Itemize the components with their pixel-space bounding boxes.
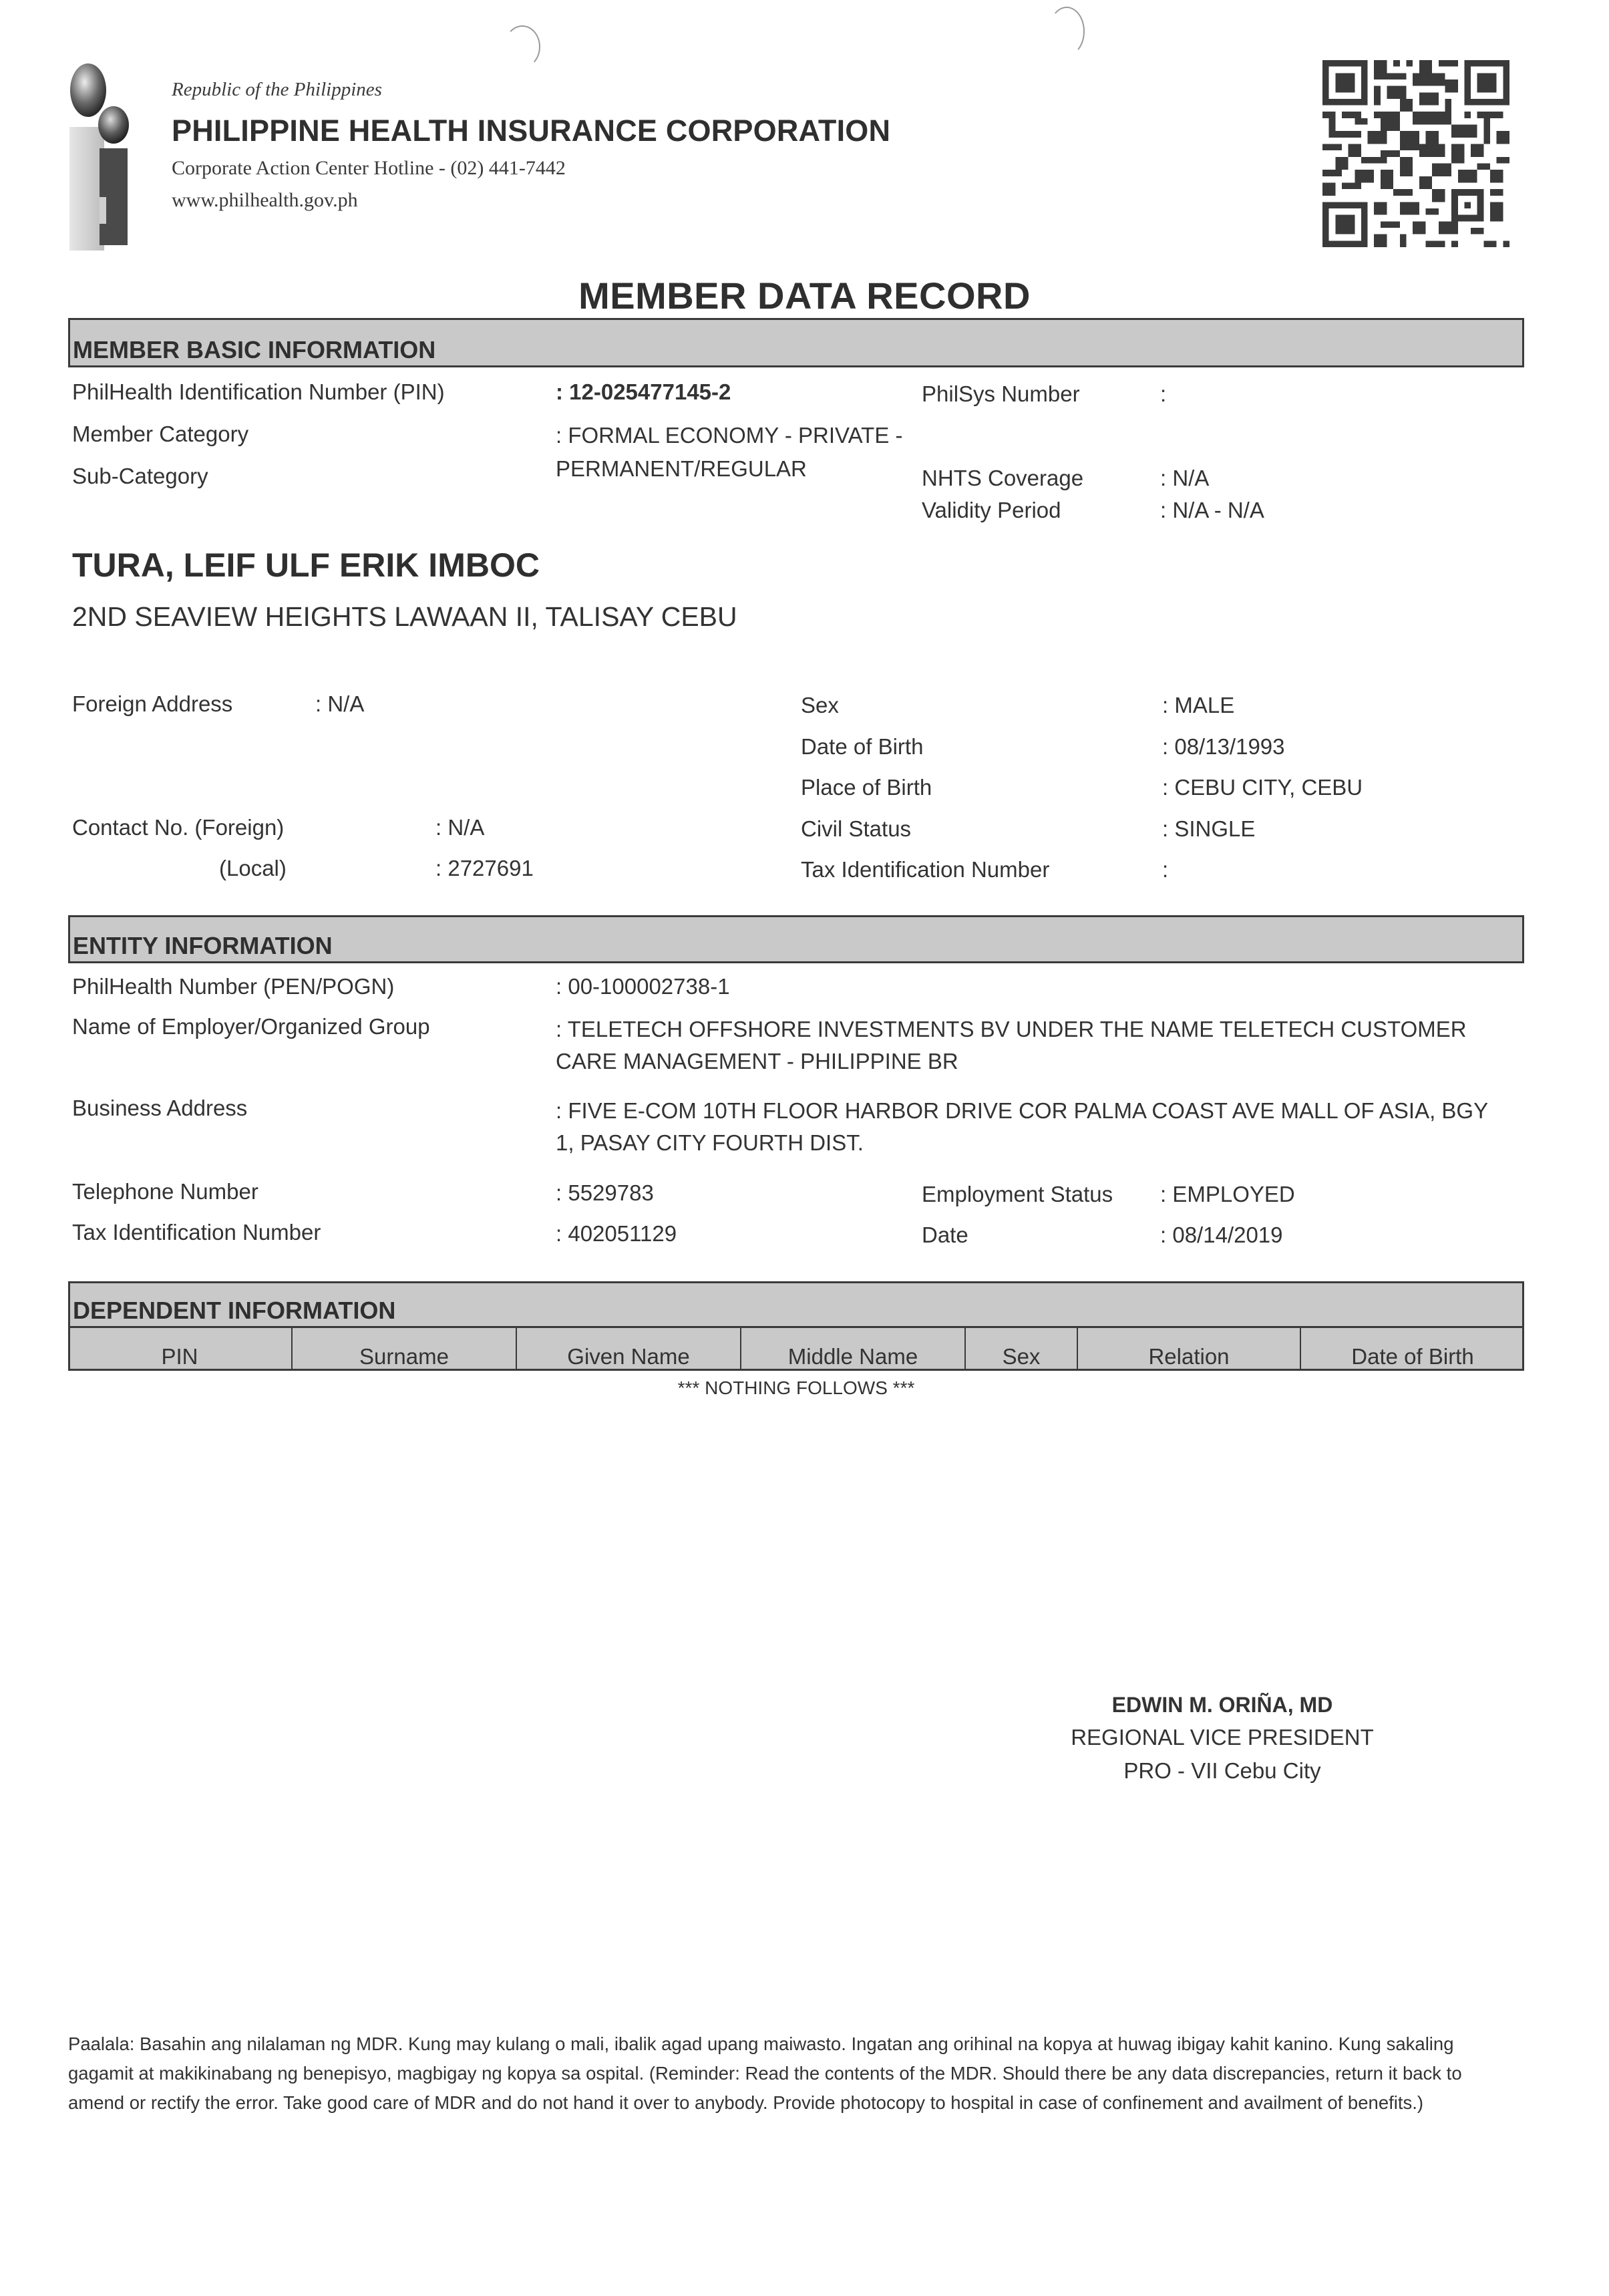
member-category-value: : FORMAL ECONOMY - PRIVATE - (556, 423, 903, 448)
signatory-office: PRO - VII Cebu City (1123, 1758, 1321, 1783)
reminder-note: Paalala: Basahin ang nilalaman ng MDR. Kung may kulang o mali, ibalik agad upang maiwasto. Ingatan ang orihinal na kopya at huwag ibigay kahit kanino. Kung sakaling gagamit at makikinabang ng benepisyo, magbigay ng kopya sa ospital. (Reminder: Read the contents of the MDR. Should there be any data discrepancies, return it back to amend or rectify the error. Take good care of MDR and do not hand it over to anybody. Provide photocopy to hospital in case of confinement and availment of benefits.) (68, 2033, 1462, 2113)
contact-local-value: : 2727691 (435, 856, 534, 880)
employer-value-line1: : TELETECH OFFSHORE INVESTMENTS BV UNDER THE NAME TELETECH CUSTOMER (556, 1017, 1467, 1041)
date-value: : 08/14/2019 (1160, 1222, 1283, 1247)
organization-name: PHILIPPINE HEALTH INSURANCE CORPORATION (172, 114, 891, 148)
member-name: TURA, LEIF ULF ERIK IMBOC (72, 546, 540, 584)
entity-tin-value: : 402051129 (556, 1221, 677, 1246)
entity-tin-label: Tax Identification Number (72, 1220, 321, 1245)
validity-label: Validity Period (922, 498, 1061, 522)
foreign-address-label: Foreign Address (72, 691, 233, 716)
document-title-text: MEMBER DATA RECORD (578, 275, 1031, 317)
civil-status-value: : SINGLE (1162, 816, 1256, 841)
signatory-name: EDWIN M. ORIÑA, MD (1111, 1693, 1333, 1717)
contact-local-label: (Local) (219, 856, 287, 880)
column-header-sex: Sex (966, 1328, 1078, 1371)
business-address-line1: : FIVE E-COM 10TH FLOOR HARBOR DRIVE COR PALMA COAST AVE MALL OF ASIA, BGY (556, 1098, 1489, 1123)
philsys-value: : (1160, 381, 1167, 406)
business-address-label: Business Address (72, 1096, 248, 1120)
pin-value: : 12-025477145-2 (556, 379, 731, 404)
pob-label: Place of Birth (801, 775, 932, 800)
section-title: ENTITY INFORMATION (73, 932, 333, 959)
contact-foreign-value: : N/A (435, 815, 485, 840)
signatory-title: REGIONAL VICE PRESIDENT (1071, 1725, 1374, 1750)
scan-mark (504, 25, 540, 68)
qr-code-icon (1321, 60, 1511, 247)
date-label: Date (922, 1222, 968, 1247)
nhts-value: : N/A (1160, 466, 1210, 490)
section-title: DEPENDENT INFORMATION (73, 1297, 396, 1324)
column-header-pin: PIN (68, 1328, 293, 1371)
pob-value: : CEBU CITY, CEBU (1162, 775, 1363, 800)
validity-value: : N/A - N/A (1160, 498, 1264, 522)
philhealth-logo-icon (67, 63, 167, 251)
column-header-surname: Surname (293, 1328, 517, 1371)
philsys-label: PhilSys Number (922, 381, 1080, 406)
section-bar-member-basic (68, 318, 1524, 367)
pen-value: : 00-100002738-1 (556, 974, 730, 999)
tin-label: Tax Identification Number (801, 857, 1050, 882)
dob-label: Date of Birth (801, 734, 924, 759)
pin-label: PhilHealth Identification Number (PIN) (72, 379, 445, 404)
column-header-given-name: Given Name (517, 1328, 741, 1371)
website-link[interactable]: www.philhealth.gov.ph (172, 189, 358, 211)
member-category-label: Member Category (72, 422, 249, 446)
nhts-label: NHTS Coverage (922, 466, 1084, 490)
section-bar-entity (68, 915, 1524, 963)
employer-label: Name of Employer/Organized Group (72, 1014, 430, 1039)
pen-label: PhilHealth Number (PEN/POGN) (72, 974, 395, 999)
employer-value-line2: CARE MANAGEMENT - PHILIPPINE BR (556, 1049, 958, 1074)
column-header-date-of-birth: Date of Birth (1351, 1344, 1474, 1369)
business-address-line2: 1, PASAY CITY FOURTH DIST. (556, 1130, 864, 1155)
tin-value: : (1162, 857, 1169, 882)
column-header-middle-name: Middle Name (741, 1328, 966, 1371)
sub-category-label: Sub-Category (72, 464, 208, 488)
civil-status-label: Civil Status (801, 816, 912, 841)
column-header-relation: Relation (1078, 1328, 1301, 1371)
foreign-address-value: : N/A (315, 691, 365, 716)
republic-text: Republic of the Philippines (172, 79, 382, 100)
employment-status-value: : EMPLOYED (1160, 1182, 1295, 1206)
telephone-value: : 5529783 (556, 1180, 654, 1205)
document-title (0, 274, 1609, 317)
member-address: 2ND SEAVIEW HEIGHTS LAWAAN II, TALISAY CEBU (72, 601, 737, 632)
nothing-follows-note: *** NOTHING FOLLOWS *** (677, 1377, 915, 1398)
employment-status-label: Employment Status (922, 1182, 1113, 1206)
sex-label: Sex (801, 693, 839, 717)
sex-value: : MALE (1162, 693, 1235, 717)
dob-value: : 08/13/1993 (1162, 734, 1285, 759)
dependents-table-header (68, 1326, 1524, 1371)
sub-category-value: PERMANENT/REGULAR (556, 456, 807, 481)
scan-mark (1049, 7, 1085, 56)
contact-foreign-label: Contact No. (Foreign) (72, 815, 285, 840)
hotline-text: Corporate Action Center Hotline - (02) 441-7442 (172, 157, 566, 179)
section-title: MEMBER BASIC INFORMATION (73, 336, 436, 363)
telephone-label: Telephone Number (72, 1179, 258, 1204)
